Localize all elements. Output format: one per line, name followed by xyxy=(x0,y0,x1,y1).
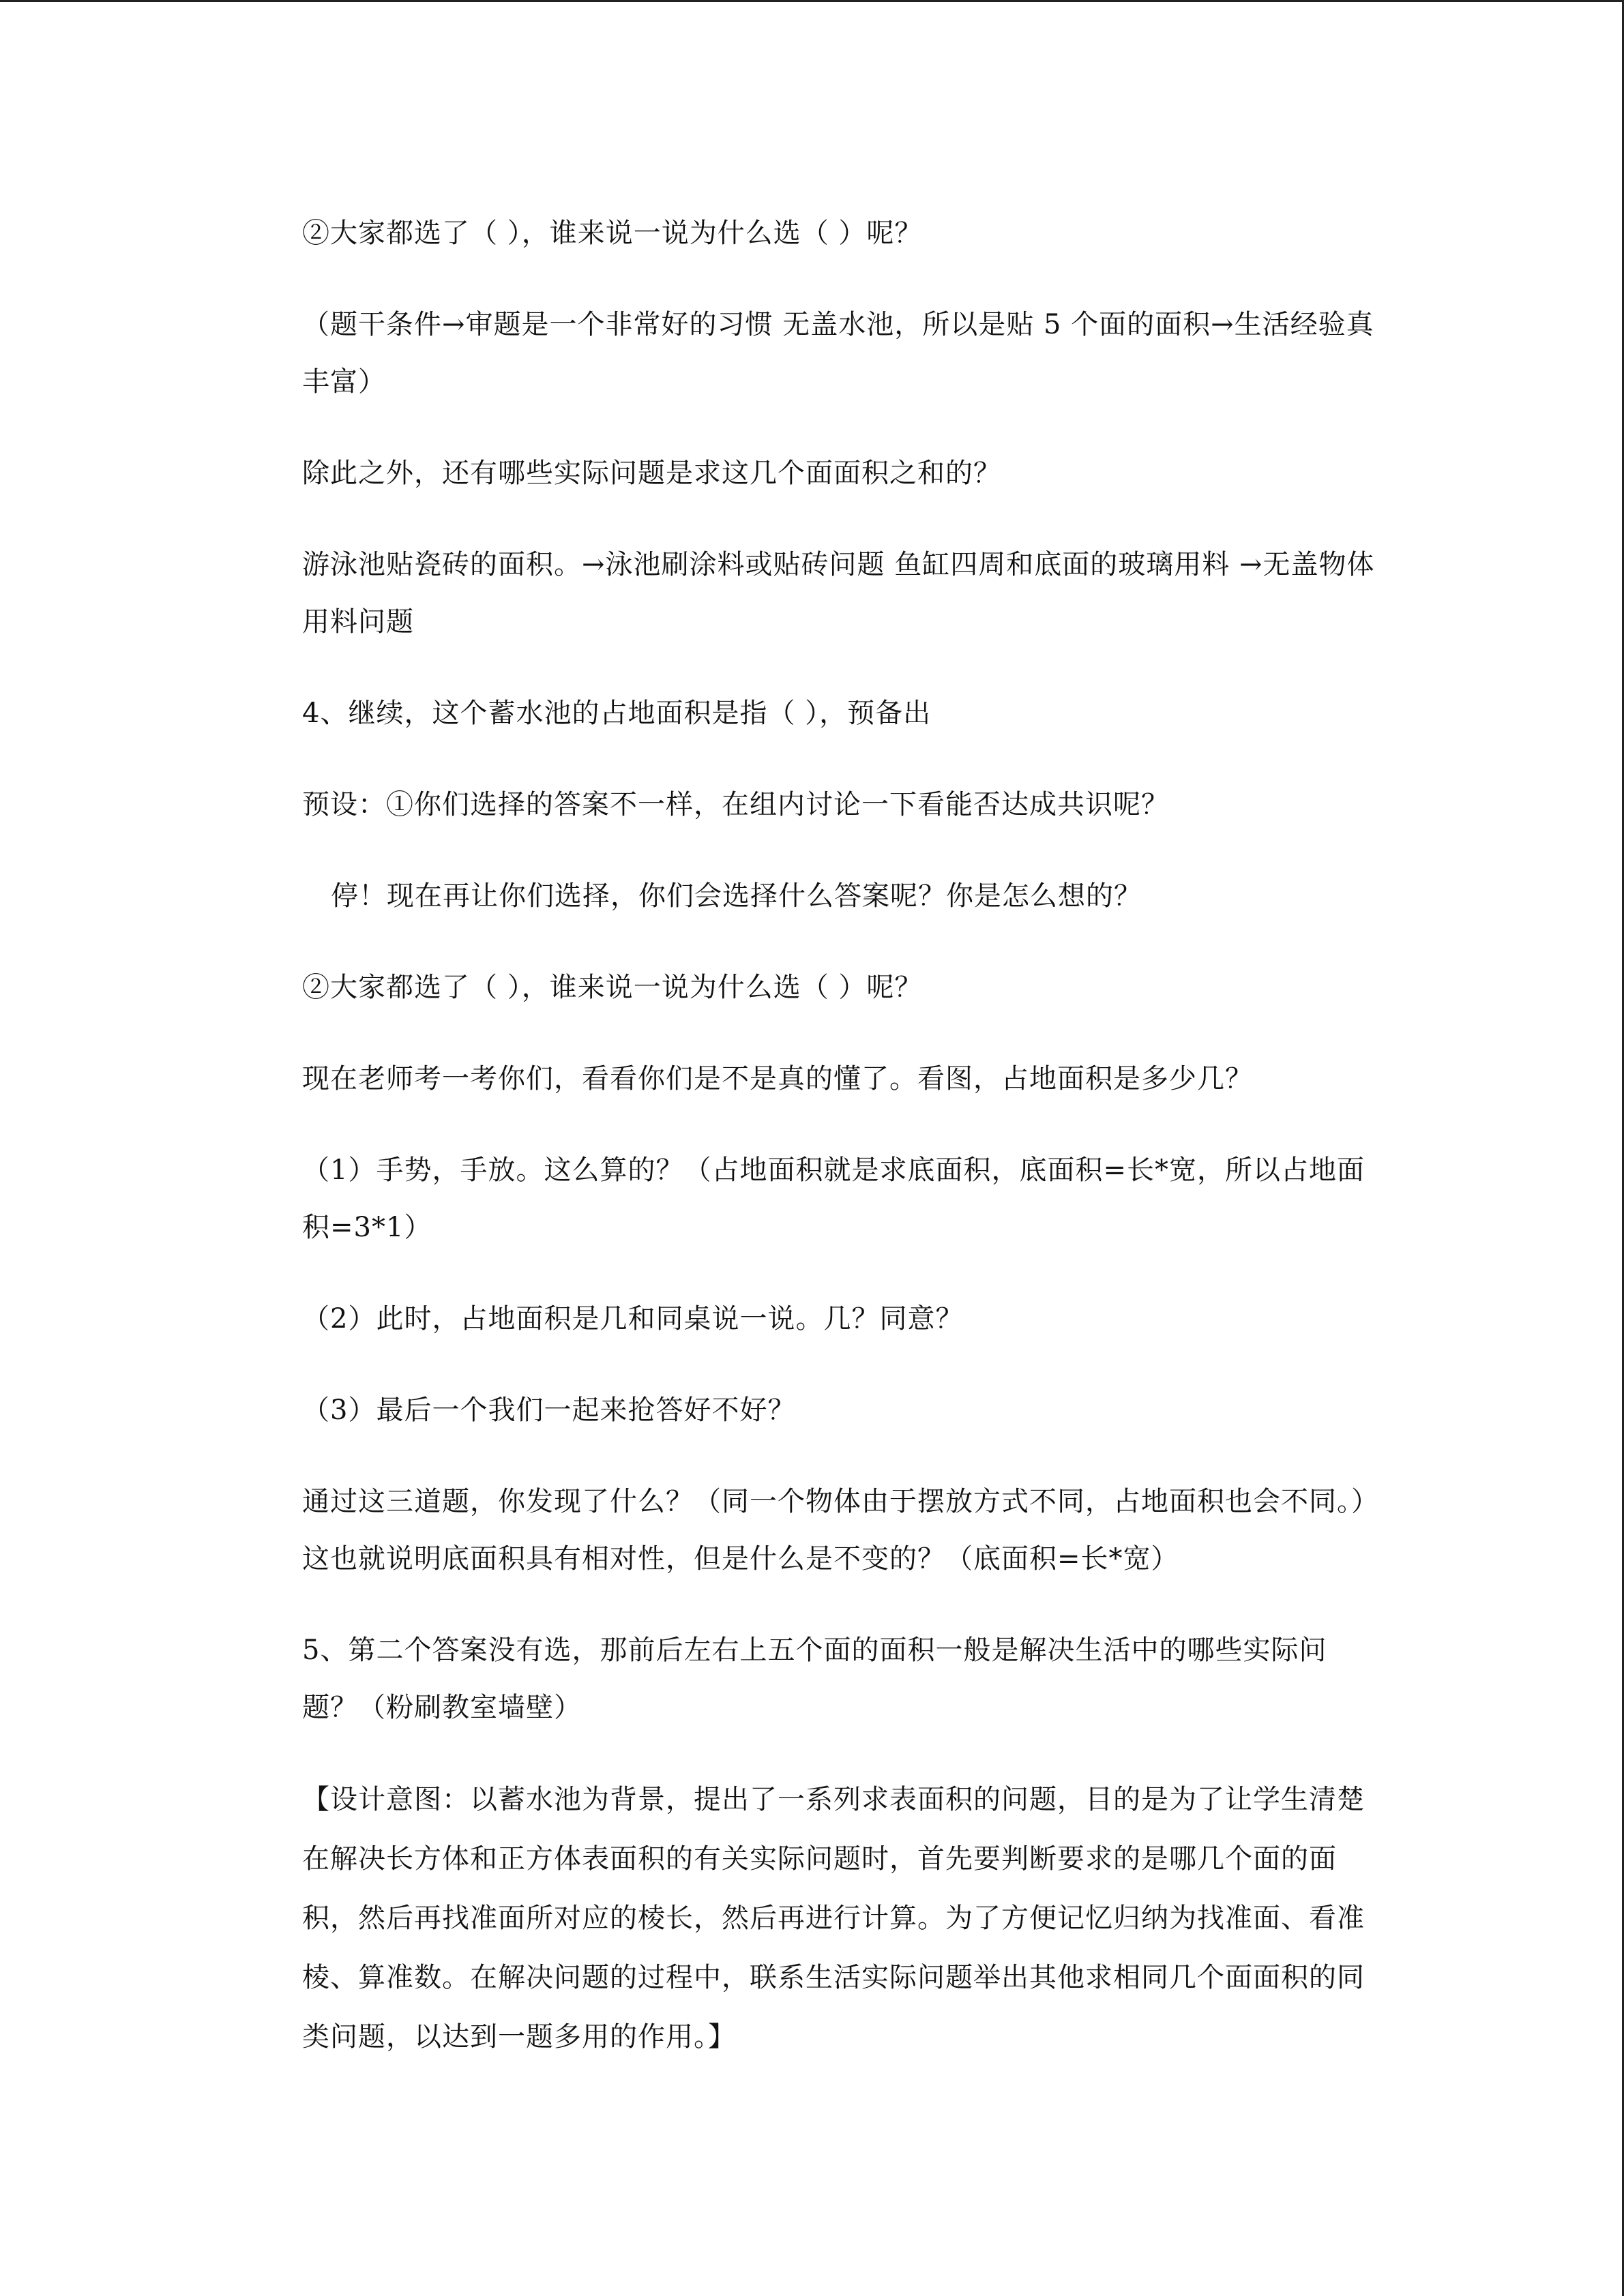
paragraph-stop: 停！现在再让你们选择，你们会选择什么答案呢？你是怎么想的？ xyxy=(331,880,1142,912)
paragraph-question-2: ②大家都选了（ ），谁来说一说为什么选（ ）呢？ xyxy=(302,218,923,249)
paragraph-question-2-repeat: ②大家都选了（ ），谁来说一说为什么选（ ）呢？ xyxy=(302,972,923,1003)
paragraph-design-intent: 【设计意图：以蓄水池为背景，提出了一系列求表面积的问题，目的是为了让学生清楚在解决长方体和正方体表面积的有关实际问题时，首先要判断要求的是哪几个面的面积，然后再找准面所对应的棱长，然后再进行计算。为了方便记忆归纳为找准面、看准棱、算准数。在解决问题的过程中，联系生活实际问题举出其他求相同几个面面积的同类问题，以达到一题多用的作用。】 xyxy=(302,1784,1365,2053)
paragraph-teacher-test: 现在老师考一考你们，看看你们是不是真的懂了。看图，占地面积是多少几？ xyxy=(302,1063,1253,1094)
paragraph-item-2: （2）此时，占地面积是几和同桌说一说。几？同意？ xyxy=(302,1303,964,1335)
paragraph-condition-note: （题干条件→审题是一个非常好的习惯 无盖水池，所以是贴 5 个面的面积→生活经验真丰富） xyxy=(302,309,1374,398)
paragraph-step-4: 4、继续，这个蓄水池的占地面积是指（ ），预备出 xyxy=(302,698,932,729)
paragraph-discovery: 通过这三道题，你发现了什么？（同一个物体由于摆放方式不同，占地面积也会不同。）这也就说明底面积具有相对性，但是什么是不变的？（底面积=长*宽） xyxy=(302,1486,1379,1575)
paragraph-item-3: （3）最后一个我们一起来抢答好不好？ xyxy=(302,1395,796,1426)
paragraph-other-problems: 除此之外，还有哪些实际问题是求这几个面面积之和的？ xyxy=(302,458,1001,489)
paragraph-item-1: （1）手势，手放。这么算的？（占地面积就是求底面积，底面积=长*宽，所以占地面积=3*1） xyxy=(302,1154,1365,1243)
paragraph-preset-1: 预设：①你们选择的答案不一样，在组内讨论一下看能否达成共识呢？ xyxy=(302,789,1169,820)
document-body xyxy=(302,205,1380,2101)
paragraph-step-5: 5、第二个答案没有选，那前后左右上五个面的面积一般是解决生活中的哪些实际问题？（粉刷教室墙壁） xyxy=(302,1635,1327,1723)
paragraph-pool-examples: 游泳池贴瓷砖的面积。→泳池刷涂料或贴砖问题 鱼缸四周和底面的玻璃用料 →无盖物体用料问题 xyxy=(302,549,1375,638)
